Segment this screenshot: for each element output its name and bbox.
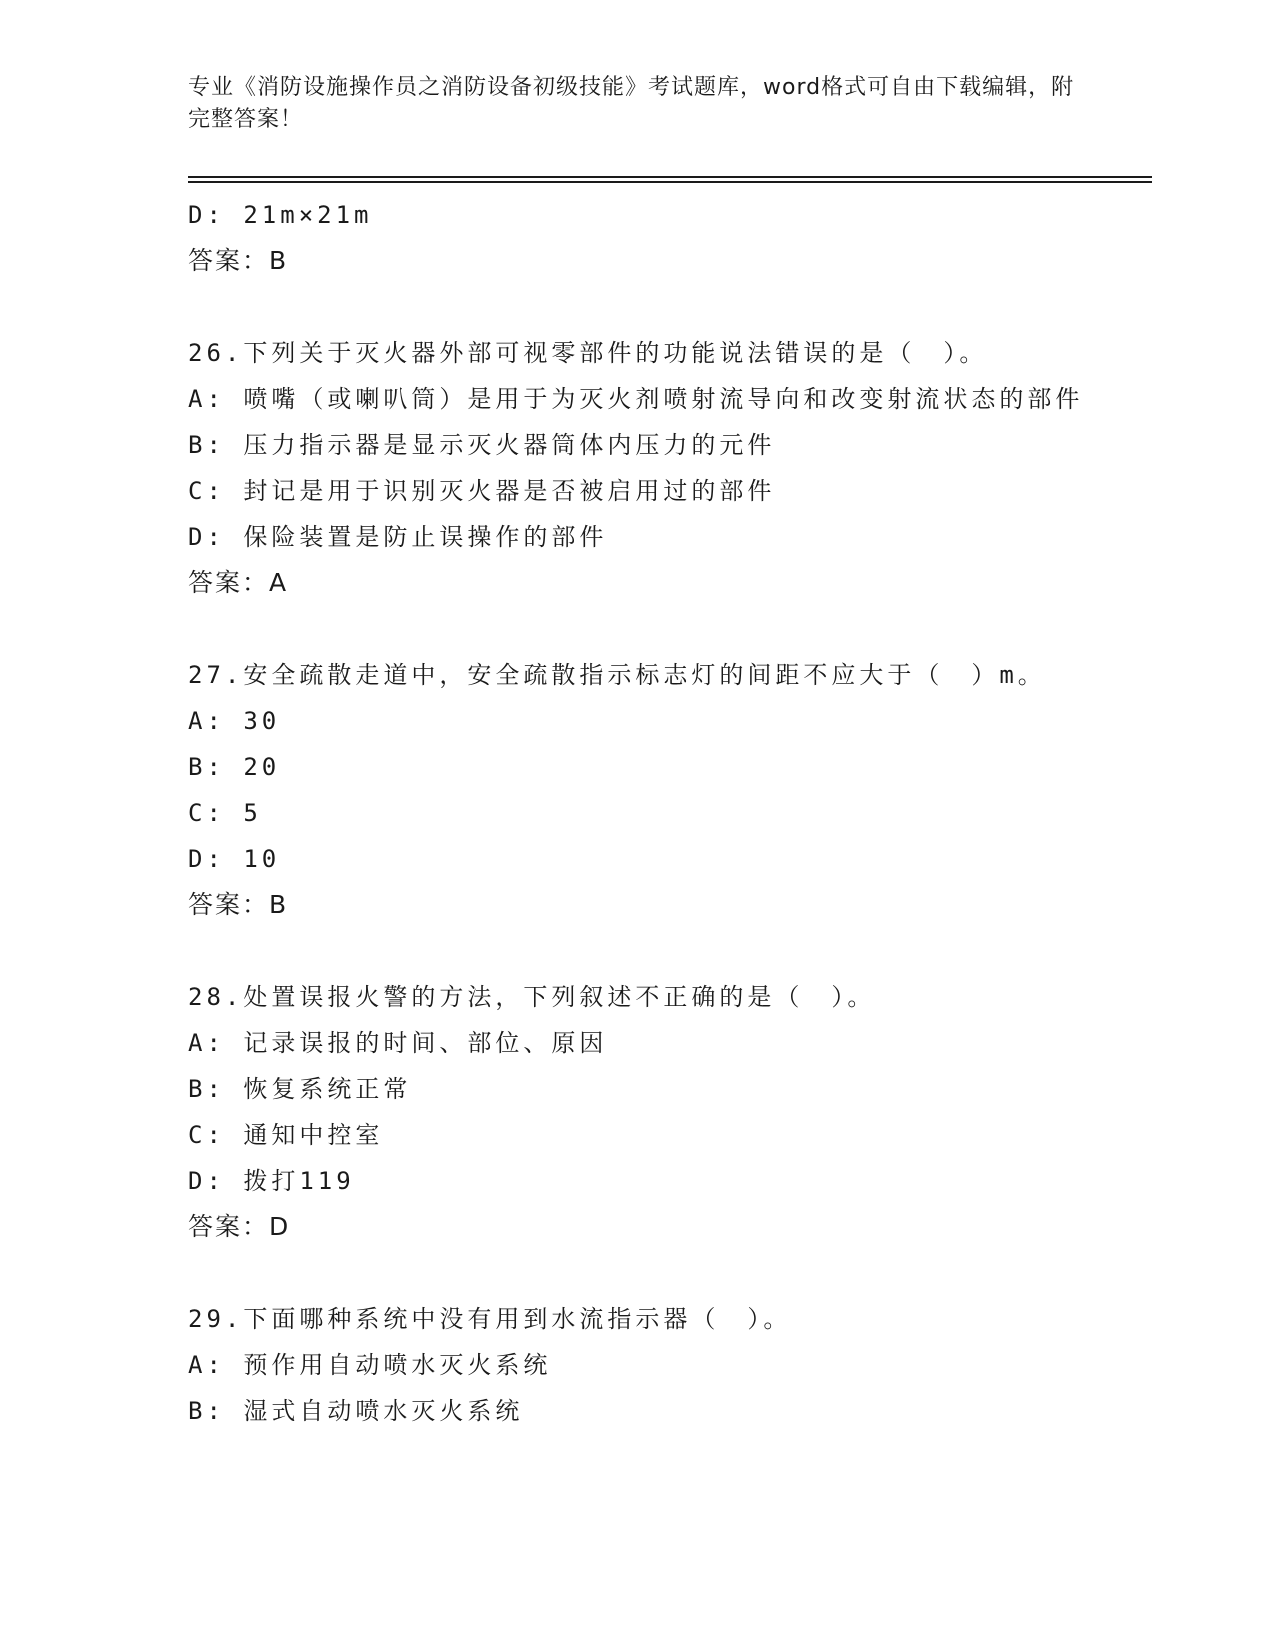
option-b: B: 压力指示器是显示灭火器筒体内压力的元件 (188, 431, 776, 459)
option-b: B: 20 (188, 753, 281, 781)
option-b: B: 湿式自动喷水灭火系统 (188, 1397, 524, 1425)
option-c: C: 5 (188, 799, 262, 827)
question-content (188, 192, 1088, 1434)
option-a: A: 30 (188, 707, 281, 735)
option-d-previous: D: 21m×21m (188, 201, 373, 229)
question-29 (188, 1296, 1088, 1434)
option-d: D: 10 (188, 845, 281, 873)
answer: 答案：B (188, 890, 289, 919)
header-rule-top (188, 176, 1152, 178)
question-27 (188, 652, 1088, 928)
option-d: D: 拨打119 (188, 1167, 355, 1195)
option-a: A: 喷嘴（或喇叭筒）是用于为灭火剂喷射流导向和改变射流状态的部件 (188, 385, 1084, 413)
option-c: C: 通知中控室 (188, 1121, 384, 1149)
answer-previous: 答案：B (188, 246, 289, 275)
spacer (188, 928, 1088, 974)
answer: 答案：D (188, 1212, 291, 1241)
spacer (188, 1250, 1088, 1296)
spacer (188, 284, 1088, 330)
document-header: 专业《消防设施操作员之消防设备初级技能》考试题库，word格式可自由下载编辑，附完整答案！ (188, 75, 1075, 132)
option-b: B: 恢复系统正常 (188, 1075, 412, 1103)
question-stem: 28.处置误报火警的方法，下列叙述不正确的是（ ）。 (188, 983, 876, 1011)
option-a: A: 记录误报的时间、部位、原因 (188, 1029, 608, 1057)
question-stem: 26.下列关于灭火器外部可视零部件的功能说法错误的是（ ）。 (188, 339, 988, 367)
spacer (188, 606, 1088, 652)
question-stem: 27.安全疏散走道中，安全疏散指示标志灯的间距不应大于（ ）m。 (188, 661, 1046, 689)
question-28 (188, 974, 1088, 1250)
header-rule-bottom (188, 181, 1152, 183)
question-26 (188, 330, 1088, 606)
option-a: A: 预作用自动喷水灭火系统 (188, 1351, 552, 1379)
answer: 答案：A (188, 568, 289, 597)
option-c: C: 封记是用于识别灭火器是否被启用过的部件 (188, 477, 776, 505)
option-d: D: 保险装置是防止误操作的部件 (188, 523, 608, 551)
question-stem: 29.下面哪种系统中没有用到水流指示器（ ）。 (188, 1305, 792, 1333)
